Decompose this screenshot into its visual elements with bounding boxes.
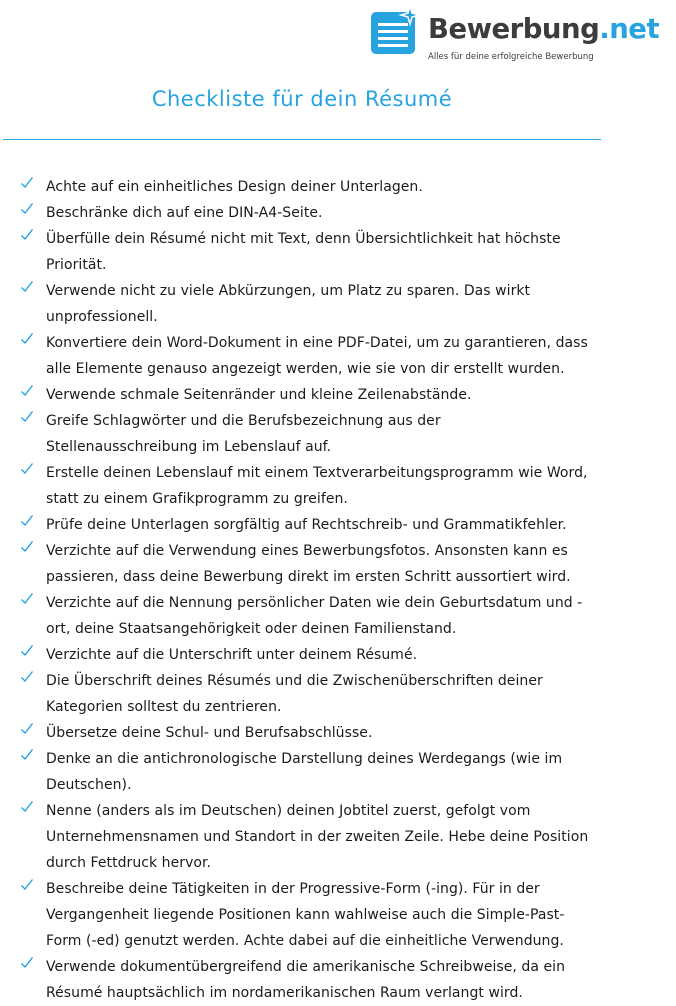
checklist-item-line: Verwende schmale Seitenränder und kleine Zeilenabstände. <box>46 387 472 403</box>
logo-wordmark <box>428 13 660 45</box>
checklist-item <box>20 512 620 538</box>
check-icon <box>20 279 34 295</box>
checklist-item-line: Résumé hauptsächlich im nordamerikanischen Raum verlangt wird. <box>46 985 523 1001</box>
logo-tld: .net <box>599 13 660 45</box>
checklist-item-line: Achte auf ein einheitliches Design deiner Unterlagen. <box>46 179 423 195</box>
checklist-item <box>20 278 620 330</box>
checklist-item <box>20 642 620 668</box>
check-icon <box>20 513 34 529</box>
checklist-item <box>20 954 620 1006</box>
checklist-item-line: Übersetze deine Schul- und Berufsabschlüsse. <box>46 725 373 741</box>
document-sparkle-icon <box>370 4 422 56</box>
checklist-item-line: Erstelle deinen Lebenslauf mit einem Textverarbeitungsprogramm wie Word, <box>46 465 588 481</box>
checklist-item-line: Beschreibe deine Tätigkeiten in der Progressive-Form (-ing). Für in der <box>46 881 540 897</box>
check-icon <box>20 201 34 217</box>
check-icon <box>20 955 34 971</box>
checklist-item-line: Die Überschrift deines Résumés und die Zwischenüberschriften deiner <box>46 673 543 689</box>
checklist-item <box>20 226 620 278</box>
checklist-item-line: Nenne (anders als im Deutschen) deinen Jobtitel zuerst, gefolgt vom <box>46 803 531 819</box>
checklist-item-line: alle Elemente genauso angezeigt werden, wie sie von dir erstellt wurden. <box>46 361 565 377</box>
checklist-item-line: Verwende dokumentübergreifend die amerikanische Schreibweise, da ein <box>46 959 566 975</box>
checklist-item-line: Stellenausschreibung im Lebenslauf auf. <box>46 439 332 455</box>
checklist-item-line: ort, deine Staatsangehörigkeit oder deinen Familienstand. <box>46 621 457 637</box>
check-icon <box>20 175 34 191</box>
checklist-item-line: Verwende nicht zu viele Abkürzungen, um Platz zu sparen. Das wirkt <box>46 283 531 299</box>
check-icon <box>20 877 34 893</box>
logo-brand: Bewerbung <box>428 13 600 45</box>
check-icon <box>20 227 34 243</box>
checklist-item-line: statt zu einem Grafikprogramm zu greifen. <box>46 491 348 507</box>
checklist-item <box>20 538 620 590</box>
checklist-item-line: unprofessionell. <box>46 309 158 325</box>
checklist-item-line: Denke an die antichronologische Darstellung deines Werdegangs (wie im <box>46 751 563 767</box>
check-icon <box>20 669 34 685</box>
checklist-item-line: Konvertiere dein Word-Dokument in eine PDF-Datei, um zu garantieren, dass <box>46 335 588 351</box>
checklist-item-line: Greife Schlagwörter und die Berufsbezeichnung aus der <box>46 413 441 429</box>
checklist-item-line: Vergangenheit liegende Positionen kann wahlweise auch die Simple-Past- <box>46 907 565 923</box>
checklist-item <box>20 720 620 746</box>
check-icon <box>20 539 34 555</box>
checklist-item-line: Deutschen). <box>46 777 132 793</box>
checklist-item <box>20 668 620 720</box>
checklist-item <box>20 408 620 460</box>
checklist-item-line: passieren, dass deine Bewerbung direkt im ersten Schritt aussortiert wird. <box>46 569 571 585</box>
checklist-item-line: Verzichte auf die Nennung persönlicher Daten wie dein Geburtsdatum und - <box>46 595 583 611</box>
checklist-item <box>20 876 620 954</box>
check-icon <box>20 643 34 659</box>
check-icon <box>20 747 34 763</box>
logo <box>370 4 676 66</box>
checklist-item <box>20 382 620 408</box>
checklist-item-line: durch Fettdruck hervor. <box>46 855 212 871</box>
checklist-item <box>20 200 620 226</box>
checklist-item <box>20 798 620 876</box>
check-icon <box>20 383 34 399</box>
checklist-item <box>20 746 620 798</box>
checklist-item-line: Priorität. <box>46 257 107 273</box>
checklist-item-line: Kategorien solltest du zentrieren. <box>46 699 282 715</box>
checklist-item-line: Überfülle dein Résumé nicht mit Text, denn Übersichtlichkeit hat höchste <box>46 231 561 247</box>
title-divider <box>3 139 601 140</box>
check-icon <box>20 799 34 815</box>
checklist-item-line: Form (-ed) genutzt werden. Achte dabei auf die einheitliche Verwendung. <box>46 933 564 949</box>
checklist-item <box>20 330 620 382</box>
checklist-item <box>20 590 620 642</box>
check-icon <box>20 409 34 425</box>
checklist <box>20 174 620 1006</box>
page-title: Checkliste für dein Résumé <box>151 87 453 111</box>
check-icon <box>20 461 34 477</box>
checklist-item <box>20 460 620 512</box>
checklist-item <box>20 174 620 200</box>
checklist-item-line: Unternehmensnamen und Standort in der zweiten Zeile. Hebe deine Position <box>46 829 589 845</box>
checklist-item-line: Verzichte auf die Verwendung eines Bewerbungsfotos. Ansonsten kann es <box>46 543 568 559</box>
checklist-item-line: Prüfe deine Unterlagen sorgfältig auf Rechtschreib- und Grammatikfehler. <box>46 517 567 533</box>
check-icon <box>20 721 34 737</box>
checklist-item-line: Beschränke dich auf eine DIN-A4-Seite. <box>46 205 323 221</box>
checklist-item-line: Verzichte auf die Unterschrift unter deinem Résumé. <box>46 647 418 663</box>
check-icon <box>20 331 34 347</box>
logo-tagline: Alles für deine erfolgreiche Bewerbung <box>428 52 594 62</box>
check-icon <box>20 591 34 607</box>
